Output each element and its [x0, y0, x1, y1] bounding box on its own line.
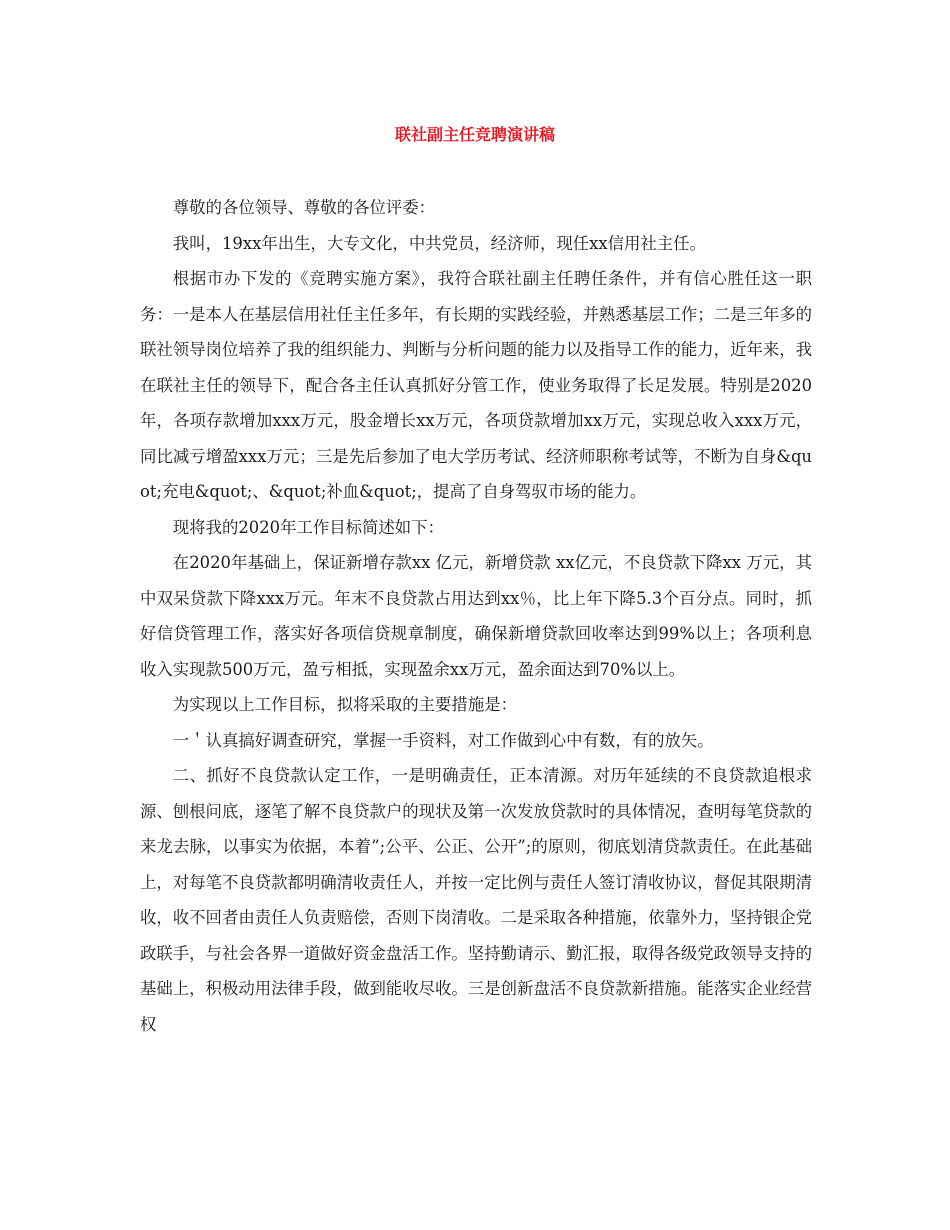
paragraph-measure-two: 二、抓好不良贷款认定工作，一是明确责任，正本清源。对历年延续的不良贷款追根求源、刨根问底，逐笔了解不良贷款户的现状及第一次发放贷款时的具体情况，查明每笔贷款的来龙去脉，以事实为依据，本着”;公平、公正、公开”;的原则，彻底划清贷款责任。在此基础上，对每笔不良贷款都明确清收责任人，并按一定比例与责任人签订清收协议，督促其限期清收，收不回者由责任人负责赔偿，否则下岗清收。二是采取各种措施，依靠外力，坚持银企党政联手，与社会各界一道做好资金盘活工作。坚持勤请示、勤汇报，取得各级党政领导支持的基础上，积极动用法律手段，做到能收尽收。三是创新盘活不良贷款新措施。能落实企业经营权: [140, 766, 813, 1034]
paragraph-self-introduction: 我叫，19xx年出生，大专文化，中共党员，经济师，现任xx信用社主任。: [172, 233, 706, 253]
paragraph-qualifications: 根据市办下发的《竞聘实施方案》，我符合联社副主任聘任条件，并有信心胜任这一职务：一是本人在基层信用社任主任多年，有长期的实践经验，并熟悉基层工作；二是三年多的联社领导岗位培养了我的组织能力、判断与分析问题的能力以及指导工作的能力，近年来，我在联社主任的领导下，配合各主任认真抓好分管工作，使业务取得了长足发展。特别是2020年，各项存款增加xxx万元，股金增长xx万元，各项贷款增加xx万元，实现总收入xxx万元，同比减亏增盈xxx万元；三是先后参加了电大学历考试、经济师职称考试等，不断为自身&quot;充电&quot;、&quot;补血&quot;，提高了自身驾驭市场的能力。: [140, 269, 813, 501]
document-body: [140, 190, 812, 1042]
paragraph-salutation: 尊敬的各位领导、尊敬的各位评委：: [172, 198, 436, 217]
page-title: 联社副主任竞聘演讲稿: [394, 125, 555, 144]
paragraph-measure-one: 一＇认真搞好调查研究，掌握一手资料，对工作做到心中有数，有的放矢。: [172, 730, 714, 750]
paragraph-goals: 在2020年基础上，保证新增存款xx 亿元，新增贷款 xx亿元，不良贷款下降xx 万元，其中双呆贷款下降xxx万元。年末不良贷款占用达到xx％，比上年下降5.3个百分点。同时，抓好信贷管理工作，落实好各项信贷规章制度，确保新增贷款回收率达到99%以上；各项利息收入实现款500万元，盈亏相抵，实现盈余xx万元，盈余面达到70%以上。: [140, 553, 812, 679]
paragraph-measures-intro: 为实现以上工作目标，拟将采取的主要措施是：: [172, 695, 517, 714]
paragraph-goals-intro: 现将我的2020年工作目标简述如下：: [172, 517, 444, 537]
